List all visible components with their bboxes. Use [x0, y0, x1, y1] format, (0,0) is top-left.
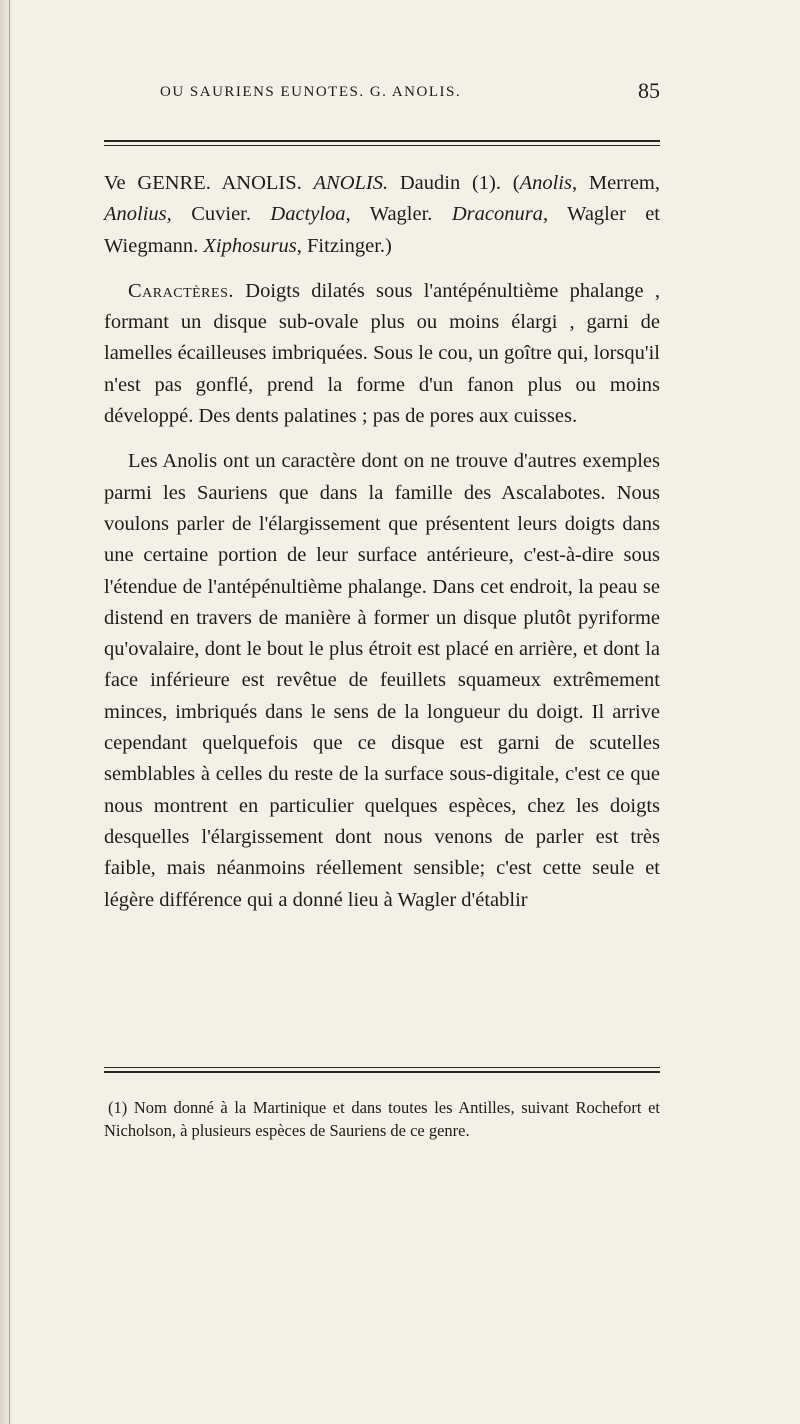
genre-author: Daudin (1).	[399, 172, 501, 194]
characters-text: Doigts dilatés sous l'antépénultième phalange , formant un disque sub-ovale plus ou moins élargi , garni de lamelles écailleuses imbriquées. Sous le cou, un goître qui, lorsqu'il n'est pas gonflé, prend la forme d'un fanon plus ou moins développé. Des dents palatines ; pas de pores aux cuisses.	[104, 279, 661, 428]
synonym-author: , Fitzinger.)	[296, 234, 392, 257]
synonym-author: , Wagler.	[345, 203, 433, 226]
genre-title: GENRE. ANOLIS.	[137, 172, 302, 194]
footnote	[104, 1096, 660, 1142]
synonym-author: , Merrem,	[571, 172, 660, 194]
synonym-author: , Cuvier.	[166, 203, 251, 226]
synonym-name: Dactyloa	[270, 203, 346, 226]
footnote-text: (1) Nom donné à la Martinique et dans toutes les Antilles, suivant Rochefort et Nicholson, à plusieurs espèces de Sauriens de ce genre.	[104, 1098, 660, 1140]
synonym-name: Anolius	[104, 203, 167, 226]
page-number: 85	[638, 78, 660, 103]
synonyms-open: (	[512, 172, 520, 194]
page-binding-edge	[0, 0, 14, 1424]
synonym-name: Draconura	[451, 203, 543, 226]
page-header	[120, 78, 660, 108]
genre-numeral: Ve	[104, 172, 126, 194]
synonym-name: Anolis	[519, 172, 572, 194]
synonym-author: , Wagler et Wiegmann.	[104, 203, 660, 257]
binding-crease	[9, 0, 10, 1424]
characters-label: Caractères.	[128, 279, 234, 302]
characters-paragraph	[104, 276, 660, 432]
genre-italic-name: ANOLIS.	[313, 172, 389, 194]
synonym-name: Xiphosurus	[203, 234, 297, 257]
header-rule	[104, 140, 660, 146]
genre-heading	[104, 168, 660, 262]
page-body	[104, 168, 660, 916]
body-paragraph: Les Anolis ont un caractère dont on ne trouve d'autres exemples parmi les Sauriens que dans la famille des Ascalabotes. Nous voulons parler de l'élargissement que présentent leurs doigts dans une certaine portion de leur surface antérieure, c'est-à-dire sous l'étendue de l'antépénultième phalange. Dans cet endroit, la peau se distend en travers de manière à former un disque plutôt pyriforme qu'ovalaire, dont le bout le plus étroit est placé en arrière, et dont la face inférieure est revêtue de feuillets squameux extrêmement minces, imbriqués dans le sens de la longueur du doigt. Il arrive cependant quelquefois que ce disque est garni de scutelles semblables à celles du reste de la surface sous-digitale, c'est ce que nous montrent en particulier quelques espèces, chez les doigts desquelles l'élargissement dont nous venons de parler est très faible, mais néanmoins réellement sensible; c'est cette seule et légère différence qui a donné lieu à Wagler d'établir	[104, 450, 660, 911]
footnote-rule	[104, 1067, 660, 1073]
running-head: OU SAURIENS EUNOTES. G. ANOLIS.	[160, 84, 462, 100]
